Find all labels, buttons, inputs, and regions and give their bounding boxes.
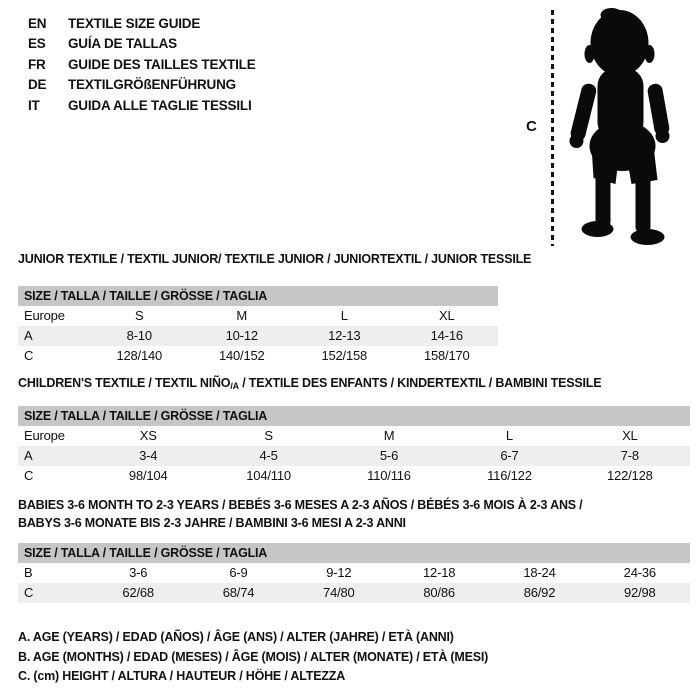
- measurement-legend: [18, 628, 488, 687]
- table-cell: 152/158: [321, 348, 368, 363]
- table-cell: 6-9: [229, 565, 248, 580]
- row-label: C: [24, 585, 34, 600]
- table-cell: 86/92: [523, 585, 556, 600]
- table-cell: 12-13: [328, 328, 361, 343]
- junior-size-table: [18, 286, 498, 366]
- legend-age-months: B. AGE (MONTHS) / EDAD (MESES) / ÂGE (MOIS) / ALTER (MONATE) / ETÀ (MESI): [18, 649, 489, 664]
- figure-measure-label: C: [526, 118, 537, 135]
- row-label: Europe: [24, 308, 65, 323]
- lang-code: ES: [28, 36, 46, 52]
- table-cell: 104/110: [246, 468, 291, 483]
- table-cell: L: [340, 308, 348, 323]
- table-cell: L: [505, 428, 513, 443]
- table-cell: XL: [438, 308, 455, 323]
- row-label: C: [24, 348, 34, 363]
- table-cell: XL: [622, 428, 638, 443]
- lang-title: TEXTILE SIZE GUIDE: [68, 15, 201, 31]
- lang-code: EN: [28, 15, 47, 31]
- row-label: A: [24, 448, 33, 463]
- lang-row-de: [28, 75, 256, 96]
- table-cell: 68/74: [222, 585, 255, 600]
- row-label: C: [24, 468, 34, 483]
- language-title-list: [28, 13, 256, 116]
- table-cell: 128/140: [116, 348, 163, 363]
- table-cell: 92/98: [624, 585, 656, 600]
- table-cell: 7-8: [620, 448, 639, 463]
- table-cell: 122/128: [607, 468, 653, 483]
- table-cell: 158/170: [423, 348, 470, 363]
- toddler-silhouette-icon: [558, 6, 696, 246]
- table-cell: 12-18: [423, 565, 456, 580]
- table-cell: S: [264, 428, 273, 443]
- babies-title-line1: BABIES 3-6 MONTH TO 2-3 YEARS / BEBÉS 3-6 MESES A 2-3 AÑOS / BÉBÉS 3-6 MOIS À 2-3 ANS /: [18, 498, 583, 512]
- table-cell: 80/86: [423, 585, 455, 600]
- table-row-height: [18, 583, 690, 603]
- lang-code: IT: [28, 97, 40, 113]
- children-title-subscript: /A: [230, 381, 239, 391]
- table-cell: 9-12: [326, 565, 352, 580]
- table-cell: 62/68: [122, 585, 154, 600]
- size-header-bar: SIZE / TALLA / TAILLE / GRÖSSE / TAGLIA: [18, 286, 498, 306]
- table-cell: 6-7: [500, 448, 519, 463]
- size-header-bar: SIZE / TALLA / TAILLE / GRÖSSE / TAGLIA: [18, 406, 690, 426]
- children-section-title: [18, 374, 601, 395]
- babies-section-title: [18, 496, 582, 532]
- lang-title: TEXTILGRÖßENFÜHRUNG: [68, 77, 236, 93]
- table-cell: 4-5: [259, 448, 278, 463]
- table-cell: 116/122: [487, 468, 532, 483]
- lang-row-es: [28, 34, 256, 55]
- row-label: B: [24, 565, 33, 580]
- lang-row-fr: [28, 54, 256, 75]
- children-size-table: [18, 406, 690, 486]
- table-cell: 24-36: [623, 565, 656, 580]
- table-cell: S: [135, 308, 144, 323]
- table-row-height: [18, 466, 690, 486]
- table-cell: XS: [139, 428, 157, 443]
- height-measure-line: [551, 10, 554, 246]
- table-cell: 98/104: [128, 468, 168, 483]
- lang-code: DE: [28, 77, 47, 93]
- table-row-age: [18, 446, 690, 466]
- table-cell: 8-10: [126, 328, 152, 343]
- table-cell: M: [236, 308, 248, 323]
- table-row-height: [18, 346, 498, 366]
- table-cell: M: [383, 428, 395, 443]
- size-header-bar: SIZE / TALLA / TAILLE / GRÖSSE / TAGLIA: [18, 543, 690, 563]
- children-title-part: / TEXTILE DES ENFANTS / KINDERTEXTIL / BAMBINI TESSILE: [238, 376, 602, 390]
- table-cell: 18-24: [523, 565, 556, 580]
- lang-row-en: [28, 13, 256, 34]
- table-row-months: [18, 563, 690, 583]
- table-cell: 14-16: [430, 328, 463, 343]
- babies-size-table: [18, 543, 690, 603]
- table-row-europe: [18, 426, 690, 446]
- children-title-part: CHILDREN'S TEXTILE / TEXTIL NIÑO: [18, 376, 231, 390]
- lang-title: GUIDA ALLE TAGLIE TESSILI: [68, 97, 252, 113]
- table-cell: 10-12: [225, 328, 258, 343]
- row-label: A: [24, 328, 33, 343]
- lang-title: GUIDE DES TAILLES TEXTILE: [68, 56, 256, 72]
- table-cell: 3-6: [129, 565, 148, 580]
- table-cell: 140/152: [218, 348, 265, 363]
- lang-title: GUÍA DE TALLAS: [68, 36, 177, 52]
- table-row-europe: [18, 306, 498, 326]
- table-cell: 74/80: [323, 585, 355, 600]
- table-cell: 3-4: [139, 448, 158, 463]
- table-row-age: [18, 326, 498, 346]
- babies-title-line2: BABYS 3-6 MONATE BIS 2-3 JAHRE / BAMBINI 3-6 MESI A 2-3 ANNI: [18, 516, 406, 530]
- table-cell: 5-6: [379, 448, 399, 463]
- lang-row-it: [28, 95, 256, 116]
- table-cell: 110/116: [367, 468, 411, 483]
- legend-age-years: A. AGE (YEARS) / EDAD (AÑOS) / ÂGE (ANS) / ALTER (JAHRE) / ETÀ (ANNI): [18, 630, 454, 644]
- legend-height-cm: C. (cm) HEIGHT / ALTURA / HAUTEUR / HÖHE / ALTEZZA: [18, 669, 346, 683]
- row-label: Europe: [24, 428, 65, 443]
- junior-section-title: JUNIOR TEXTILE / TEXTIL JUNIOR/ TEXTILE JUNIOR / JUNIORTEXTIL / JUNIOR TESSILE: [18, 252, 532, 266]
- lang-code: FR: [28, 56, 46, 72]
